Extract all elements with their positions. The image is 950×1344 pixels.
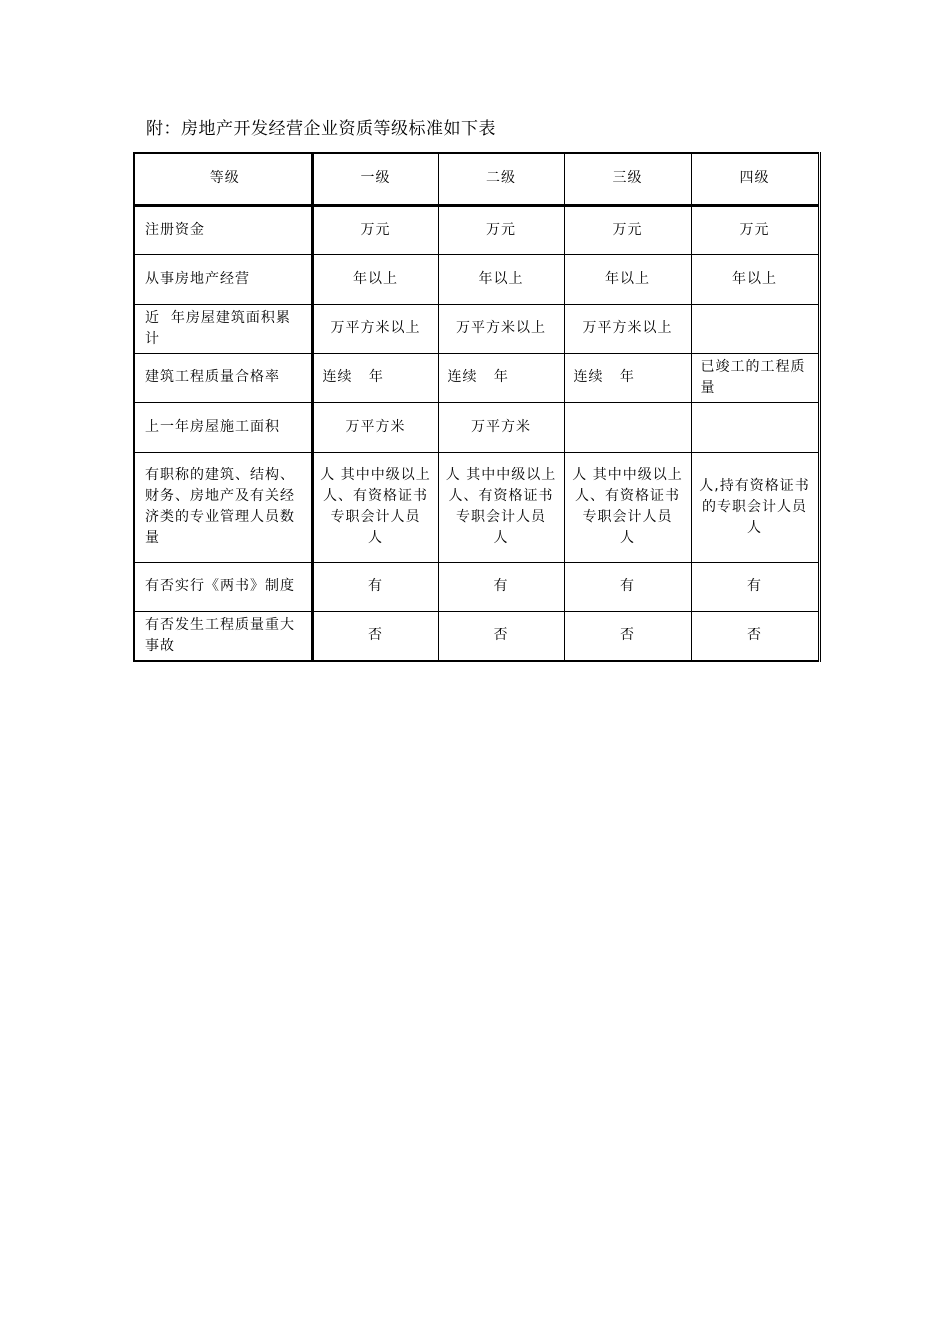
header-grade-label: 等级 <box>134 153 312 205</box>
table-cell: 否 <box>564 611 691 661</box>
table-row <box>134 254 819 304</box>
table-cell: 否 <box>312 611 438 661</box>
header-level-3: 三级 <box>564 153 691 205</box>
row-label: 注册资金 <box>134 205 312 254</box>
table-row <box>134 205 819 254</box>
table-cell <box>564 402 691 452</box>
table-cell: 万平方米 <box>438 402 564 452</box>
table-cell: 万平方米以上 <box>564 304 691 353</box>
table-cell: 否 <box>691 611 819 661</box>
row-label: 有否实行《两书》制度 <box>134 562 312 611</box>
table-cell: 否 <box>438 611 564 661</box>
table-cell: 万元 <box>438 205 564 254</box>
table-cell: 人,持有资格证书的专职会计人员 人 <box>691 452 819 562</box>
row-label: 近 年房屋建筑面积累计 <box>134 304 312 353</box>
table-cell: 人 其中中级以上 人、有资格证书专职会计人员 人 <box>564 452 691 562</box>
table-cell: 有 <box>312 562 438 611</box>
table-cell: 有 <box>438 562 564 611</box>
table-cell <box>691 304 819 353</box>
table-cell: 万平方米以上 <box>438 304 564 353</box>
table-row <box>134 562 819 611</box>
table-row <box>134 452 819 562</box>
page-title: 附：房地产开发经营企业资质等级标准如下表 <box>146 119 496 139</box>
table-cell: 连续 年 <box>312 353 438 402</box>
table-cell: 人 其中中级以上 人、有资格证书专职会计人员 人 <box>312 452 438 562</box>
table-row <box>134 353 819 402</box>
table-cell: 连续 年 <box>438 353 564 402</box>
table-cell: 万平方米 <box>312 402 438 452</box>
header-level-2: 二级 <box>438 153 564 205</box>
row-label: 有职称的建筑、结构、财务、房地产及有关经济类的专业管理人员数量 <box>134 452 312 562</box>
table-row <box>134 402 819 452</box>
table-header-row <box>134 153 819 205</box>
table-cell: 年以上 <box>564 254 691 304</box>
table-cell: 有 <box>564 562 691 611</box>
row-label: 从事房地产经营 <box>134 254 312 304</box>
table-cell: 万元 <box>564 205 691 254</box>
table-row <box>134 304 819 353</box>
header-level-4: 四级 <box>691 153 819 205</box>
row-label: 建筑工程质量合格率 <box>134 353 312 402</box>
table-cell: 年以上 <box>691 254 819 304</box>
table-cell: 万元 <box>691 205 819 254</box>
table-cell: 连续 年 <box>564 353 691 402</box>
row-label: 有否发生工程质量重大事故 <box>134 611 312 661</box>
table-cell: 万元 <box>312 205 438 254</box>
table-cell: 有 <box>691 562 819 611</box>
table-cell: 年以上 <box>438 254 564 304</box>
row-label: 上一年房屋施工面积 <box>134 402 312 452</box>
table-row <box>134 611 819 661</box>
table-cell: 年以上 <box>312 254 438 304</box>
table-cell: 万平方米以上 <box>312 304 438 353</box>
table-cell: 人 其中中级以上 人、有资格证书专职会计人员 人 <box>438 452 564 562</box>
qualification-grade-table <box>133 152 824 662</box>
table-cell: 已竣工的工程质量 <box>691 353 819 402</box>
header-level-1: 一级 <box>312 153 438 205</box>
table-cell <box>691 402 819 452</box>
